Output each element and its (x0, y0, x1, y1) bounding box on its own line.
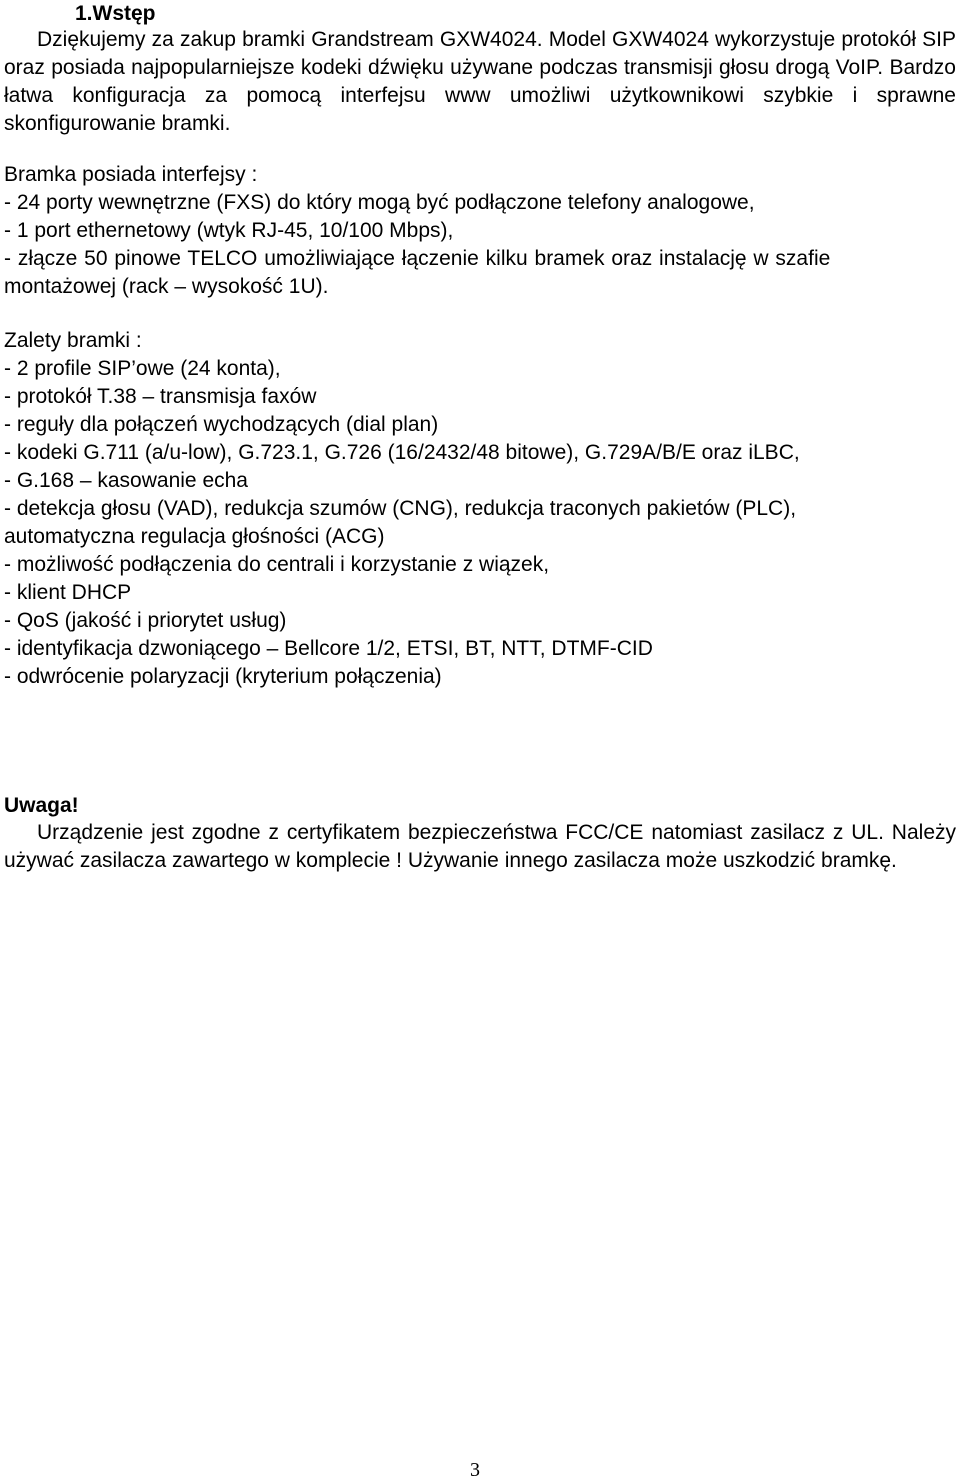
interfaces-block (4, 161, 956, 301)
advantages-item: - klient DHCP (4, 581, 132, 604)
interfaces-item: - złącze 50 pinowe TELCO umożliwiające łączenie kilku bramek oraz instalację w szafie (4, 247, 831, 270)
interfaces-item: - 24 porty wewnętrzne (FXS) do który mogą być podłączone telefony analogowe, (4, 191, 755, 214)
advantages-item: - reguły dla połączeń wychodzących (dial plan) (4, 413, 439, 436)
interfaces-item: - 1 port ethernetowy (wtyk RJ-45, 10/100 Mbps), (4, 219, 454, 242)
page-number: 3 (470, 1459, 480, 1481)
advantages-item: - kodeki G.711 (a/u-low), G.723.1, G.726 (16/2432/48 bitowe), G.729A/B/E oraz iLBC, (4, 441, 800, 464)
advantages-block (4, 327, 956, 691)
warning-title: Uwaga! (4, 794, 79, 817)
advantages-item: - G.168 – kasowanie echa (4, 469, 248, 492)
section-heading: 1.Wstęp (75, 2, 156, 25)
advantages-item: - możliwość podłączenia do centrali i korzystanie z wiązek, (4, 553, 550, 576)
advantages-item: - identyfikacja dzwoniącego – Bellcore 1/2, ETSI, BT, NTT, DTMF-CID (4, 637, 653, 660)
interfaces-item: montażowej (rack – wysokość 1U). (4, 275, 329, 298)
advantages-item: - 2 profile SIP’owe (24 konta), (4, 357, 281, 380)
intro-paragraph: Dziękujemy za zakup bramki Grandstream GXW4024. Model GXW4024 wykorzystuje protokół SIP oraz posiada najpopularniejsze kodeki dźwięku używane podczas transmisji głosu drogą VoIP. Bardzo łatwa konfiguracja za pomocą interfejsu www umożliwi użytkownikowi szybkie i sprawne skonfigurowanie bramki. (4, 28, 956, 135)
advantages-item: - odwrócenie polaryzacji (kryterium połączenia) (4, 665, 442, 688)
warning-paragraph: Urządzenie jest zgodne z certyfikatem bezpieczeństwa FCC/CE natomiast zasilacz z UL. Należy używać zasilacza zawartego w komplecie ! Używanie innego zasilacza może uszkodzić bramkę. (4, 821, 956, 872)
advantages-item: - detekcja głosu (VAD), redukcja szumów (CNG), redukcja traconych pakietów (PLC), (4, 497, 797, 520)
advantages-title: Zalety bramki : (4, 329, 142, 352)
advantages-item: - protokół T.38 – transmisja faxów (4, 385, 317, 408)
advantages-item: - QoS (jakość i priorytet usług) (4, 609, 287, 632)
advantages-item: automatyczna regulacja głośności (ACG) (4, 525, 385, 548)
interfaces-title: Bramka posiada interfejsy : (4, 163, 258, 186)
